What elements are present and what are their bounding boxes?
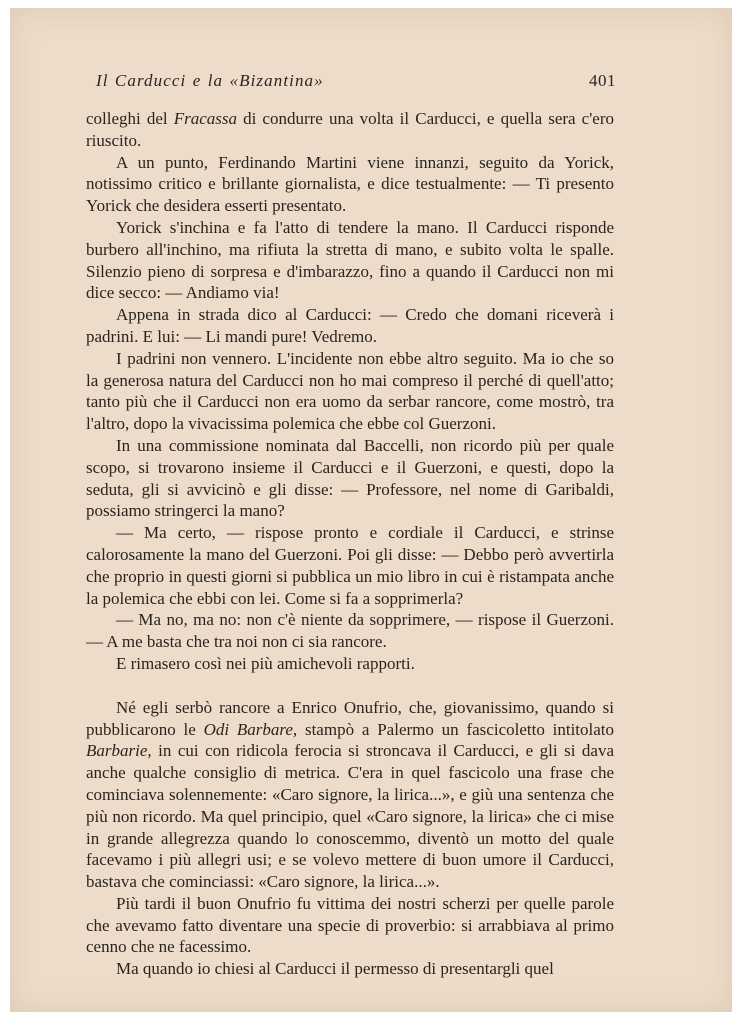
running-title: Il Carducci e la «Bizantina» — [96, 71, 324, 90]
page-header — [96, 71, 616, 93]
paragraph: Appena in strada dico al Carducci: — Credo che domani riceverà i padrini. E lui: — Li mandi pure! Vedremo. — [86, 305, 614, 346]
newspaper-title: Fracassa — [173, 109, 238, 128]
paragraph: colleghi del Fracassa di condurre una volta il Carducci, e quella sera c'ero riuscito. — [86, 109, 614, 150]
paragraph: I padrini non vennero. L'incidente non ebbe altro seguito. Ma io che so la generosa natura del Carducci non ho mai compreso il perché di quell'atto; tanto più che il Carducci non era uomo da serbar rancore, come mostrò, tra l'altro, dopo la vivacissima polemica che ebbe col Guerzoni. — [86, 348, 614, 434]
paragraph: Ma quando io chiesi al Carducci il permesso di presentargli quel — [116, 959, 554, 979]
paragraph: Yorick s'inchina e fa l'atto di tendere la mano. Il Carducci risponde burbero all'inchino, ma rifiuta la stretta di mano, e subito volta le spalle. Silenzio pieno di sorpresa e d'imbarazzo, fino a quando il Carducci non mi dice secco: — Andiamo via! — [86, 217, 614, 303]
paragraph: — Ma no, ma no: non c'è niente da sopprimere, — rispose il Guerzoni. — A me basta che tra noi non ci sia rancore. — [86, 610, 614, 652]
paragraph: E rimasero così nei più amichevoli rapporti. — [116, 653, 415, 673]
section-break — [86, 675, 614, 697]
paragraph: Più tardi il buon Onufrio fu vittima dei nostri scherzi per quelle parole che avevamo fatto diventare una specie di proverbio: si arrabbiava al primo cenno che ne facessimo. — [86, 893, 614, 957]
paragraph: Né egli serbò rancore a Enrico Onufrio, che, giovanissimo, quando si pubblicarono le Odi Barbare, stampò a Palermo un fascicoletto intitolato Barbarie, in cui con ridicola ferocia si stroncava il Carducci, e gli si dava anche qualche consiglio di metrica. C'era in quel fascicolo una frase che cominciava solennemente: «Caro signore, la lirica...», e giù una sentenza che più non ricordo. Ma quel principio, quel «Caro signore, la lirica» che ci mise in grande allegrezza quando lo conoscemmo, diventò un motto del quale facevamo i più allegri usi; e se volevo mettere di buon umore il Carducci, bastava che cominciassi: «Caro signore, la lirica...». — [86, 697, 615, 892]
pamphlet-title: Barbarie, — [86, 741, 152, 761]
page-body — [86, 108, 614, 980]
paragraph: A un punto, Ferdinando Martini viene innanzi, seguito da Yorick, notissimo critico e brillante giornalista, e dice testualmente: — Ti presento Yorick che desidera esserti presentato. — [86, 152, 614, 216]
paragraph: In una commissione nominata dal Baccelli, non ricordo più per quale scopo, si trovarono insieme il Carducci e il Guerzoni, e questi, dopo la seduta, gli si avvicinò e gli disse: — Professore, nel nome di Garibaldi, possiamo stringerci la mano? — [86, 435, 614, 521]
paragraph: — Ma certo, — rispose pronto e cordiale il Carducci, e strinse calorosamente la mano del Guerzoni. Poi gli disse: — Debbo però avvertirla che proprio in questi giorni si pubblica un mio libro in cui è ristampata anche la polemica che ebbi con lei. Come si fa a sopprimerla? — [86, 523, 614, 608]
book-title: Odi Barbare, — [203, 719, 298, 739]
page-number: 401 — [589, 71, 616, 90]
